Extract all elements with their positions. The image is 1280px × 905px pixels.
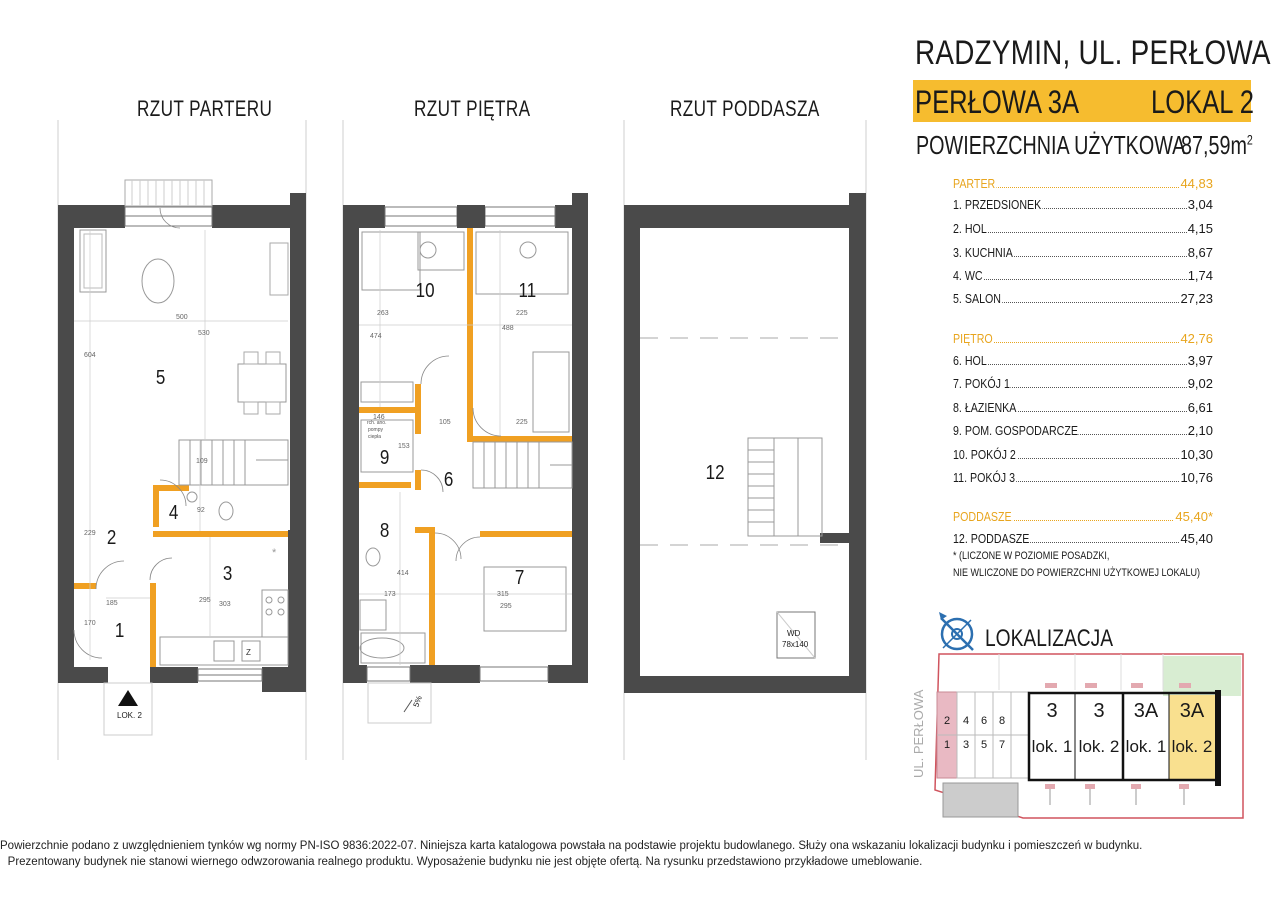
parter-header-row xyxy=(953,176,1213,191)
footer-disclaimer-line-2: Prezentowany budynek nie stanowi wiernego odwzorowania realnego produktu. Wyposażenie budynku nie jest objęte ofertą. Na rysunku przedstawiono przykładowe umeblowanie. xyxy=(7,856,923,868)
area-row xyxy=(953,245,1213,260)
building-name: PERŁOWA 3A xyxy=(915,84,1080,120)
room-number-7: 7 xyxy=(514,567,525,589)
block-building-highlighted: 3A xyxy=(1179,700,1205,722)
site-unit-label: 1 xyxy=(944,739,951,751)
area-row-value: 6,61 xyxy=(1187,400,1213,415)
svg-text:*: * xyxy=(272,547,277,559)
room-number-12: 12 xyxy=(705,462,725,484)
dimension-label: 105 xyxy=(439,419,451,426)
attic-title: RZUT PODDASZA xyxy=(670,96,820,121)
area-row-value: 1,74 xyxy=(1187,268,1213,283)
area-row-label: 6. HOL xyxy=(953,353,987,368)
compass-icon xyxy=(935,610,979,654)
pietro-header-row xyxy=(953,331,1213,346)
area-row xyxy=(953,353,1213,368)
dimension-label: 530 xyxy=(198,330,210,337)
area-row xyxy=(953,470,1213,485)
site-unit-label: 8 xyxy=(999,715,1006,727)
dimension-label: 146 xyxy=(373,414,385,421)
usable-area-label: POWIERZCHNIA UŻYTKOWA xyxy=(916,130,1186,160)
area-row xyxy=(953,447,1213,462)
dimension-label: 109 xyxy=(196,458,208,465)
block-unit: lok. 2 xyxy=(1078,737,1120,756)
dimension-label: 500 xyxy=(176,314,188,321)
dimension-label: 225 xyxy=(516,419,528,426)
area-row-value: 10,76 xyxy=(1180,470,1213,485)
roof-window-label: WD xyxy=(787,629,801,638)
area-row-value: 4,15 xyxy=(1187,221,1213,236)
ramp-slope-label: 5% xyxy=(411,694,424,709)
area-row-label: 3. KUCHNIA xyxy=(953,245,1013,260)
area-row-value: 10,30 xyxy=(1180,447,1213,462)
area-row-value: 8,67 xyxy=(1187,245,1213,260)
area-row-value: 3,97 xyxy=(1187,353,1213,368)
block-unit-highlighted: lok. 2 xyxy=(1171,737,1213,756)
room-number-9: 9 xyxy=(379,447,390,469)
block-building: 3A xyxy=(1133,700,1159,722)
utility-note-3: ciepła xyxy=(368,434,382,440)
site-unit-label: 2 xyxy=(944,715,951,727)
ground-floor-title: RZUT PARTERU xyxy=(137,96,273,121)
area-row-label: 12. PODDASZE xyxy=(953,531,1030,546)
dimension-label: 604 xyxy=(84,352,96,359)
dimension-label: 92 xyxy=(197,507,205,514)
room-number-11: 11 xyxy=(518,280,537,302)
area-row-label: 2. HOL xyxy=(953,221,987,236)
room-number-1: 1 xyxy=(114,620,125,642)
area-row-label: 8. ŁAZIENKA xyxy=(953,400,1017,415)
poddasze-total: 45,40* xyxy=(1175,509,1213,524)
pietro-total: 42,76 xyxy=(1180,331,1213,346)
block-unit: lok. 1 xyxy=(1125,737,1167,756)
dimension-label: 295 xyxy=(199,597,211,604)
dimension-label: 185 xyxy=(106,600,118,607)
dimension-label: 229 xyxy=(84,530,96,537)
area-row-label: 9. POM. GOSPODARCZE xyxy=(953,423,1078,438)
block-building: 3 xyxy=(1046,700,1058,722)
site-unit-label: 6 xyxy=(981,715,988,727)
pietro-header: PIĘTRO xyxy=(953,331,993,346)
footer-disclaimer-line-1: Powierzchnie podano z uwzględnieniem tynków wg normy PN-ISO 9836:2022-07. Niniejsza karta katalogowa powstała na podstawie projektu budowlanego. Służy ona wskazaniu lokalizacji budynku i pomieszczeń w budynku. xyxy=(0,840,1143,852)
site-unit-label: 7 xyxy=(999,739,1006,751)
entrance-label: LOK. 2 xyxy=(117,711,142,720)
area-row-label: 11. POKÓJ 3 xyxy=(953,470,1016,485)
room-number-5: 5 xyxy=(155,367,166,389)
poddasze-header-row xyxy=(953,509,1213,524)
city-title: RADZYMIN, UL. PERŁOWA xyxy=(915,34,1271,72)
ground-floor-plan xyxy=(58,180,306,735)
area-row-label: 1. PRZEDSIONEK xyxy=(953,197,1042,212)
area-row xyxy=(953,221,1213,236)
attic-note-line-1: * (LICZONE W POZIOMIE POSADZKI, xyxy=(953,550,1110,562)
location-title: LOKALIZACJA xyxy=(985,625,1114,652)
dimension-label: 170 xyxy=(84,620,96,627)
street-label: UL. PERŁOWA xyxy=(911,689,926,778)
area-row xyxy=(953,400,1213,415)
dimension-label: 295 xyxy=(500,603,512,610)
site-unit-label: 5 xyxy=(981,739,988,751)
poddasze-header: PODDASZE xyxy=(953,509,1012,524)
area-row-label: 4. WC xyxy=(953,268,983,283)
roof-window-size: 78x140 xyxy=(782,640,809,649)
area-row-value: 3,04 xyxy=(1187,197,1213,212)
dimension-label: 474 xyxy=(370,333,382,340)
dimension-label: 414 xyxy=(397,570,409,577)
room-number-6: 6 xyxy=(443,469,454,491)
utility-note-1: rch. ano. xyxy=(367,420,387,426)
area-row-value: 9,02 xyxy=(1187,376,1213,391)
area-row-value: 45,40 xyxy=(1180,531,1213,546)
area-row xyxy=(953,423,1213,438)
area-row xyxy=(953,531,1213,546)
utility-note-2: pompy xyxy=(368,427,384,433)
dimension-label: 263 xyxy=(377,310,389,317)
svg-text:Z: Z xyxy=(246,648,251,657)
room-number-8: 8 xyxy=(379,520,390,542)
area-row xyxy=(953,291,1213,306)
block-building: 3 xyxy=(1093,700,1105,722)
area-row xyxy=(953,197,1213,212)
area-row-label: 7. POKÓJ 1 xyxy=(953,376,1010,391)
dimension-label: 488 xyxy=(502,325,514,332)
dimension-label: 173 xyxy=(384,591,396,598)
site-unit-label: 4 xyxy=(963,715,970,727)
first-floor-title: RZUT PIĘTRA xyxy=(414,96,531,121)
dimension-label: 315 xyxy=(497,591,509,598)
area-row xyxy=(953,268,1213,283)
dimension-label: 225 xyxy=(516,310,528,317)
area-row-label: 5. SALON xyxy=(953,291,1001,306)
site-unit-label: 3 xyxy=(963,739,970,751)
attic-plan xyxy=(624,193,866,693)
block-unit: lok. 1 xyxy=(1031,737,1073,756)
area-row xyxy=(953,376,1213,391)
room-number-10: 10 xyxy=(415,280,435,302)
unit-name: LOKAL 2 xyxy=(1151,84,1254,120)
room-number-2: 2 xyxy=(106,527,117,549)
parter-header: PARTER xyxy=(953,176,996,191)
room-number-4: 4 xyxy=(168,502,179,524)
usable-area-number: 87,59m xyxy=(1181,130,1247,160)
dimension-label: 303 xyxy=(219,601,231,608)
info-panel xyxy=(905,0,1280,905)
area-unit-superscript: 2 xyxy=(1246,131,1253,148)
attic-note-line-2: NIE WLICZONE DO POWIERZCHNI UŻYTKOWEJ LOKALU) xyxy=(953,567,1201,579)
area-row-value: 27,23 xyxy=(1180,291,1213,306)
room-number-3: 3 xyxy=(222,563,233,585)
dimension-label: 153 xyxy=(398,443,410,450)
area-row-label: 10. POKÓJ 2 xyxy=(953,447,1016,462)
parter-total: 44,83 xyxy=(1180,176,1213,191)
area-row-value: 2,10 xyxy=(1187,423,1213,438)
usable-area-value xyxy=(1181,130,1253,161)
